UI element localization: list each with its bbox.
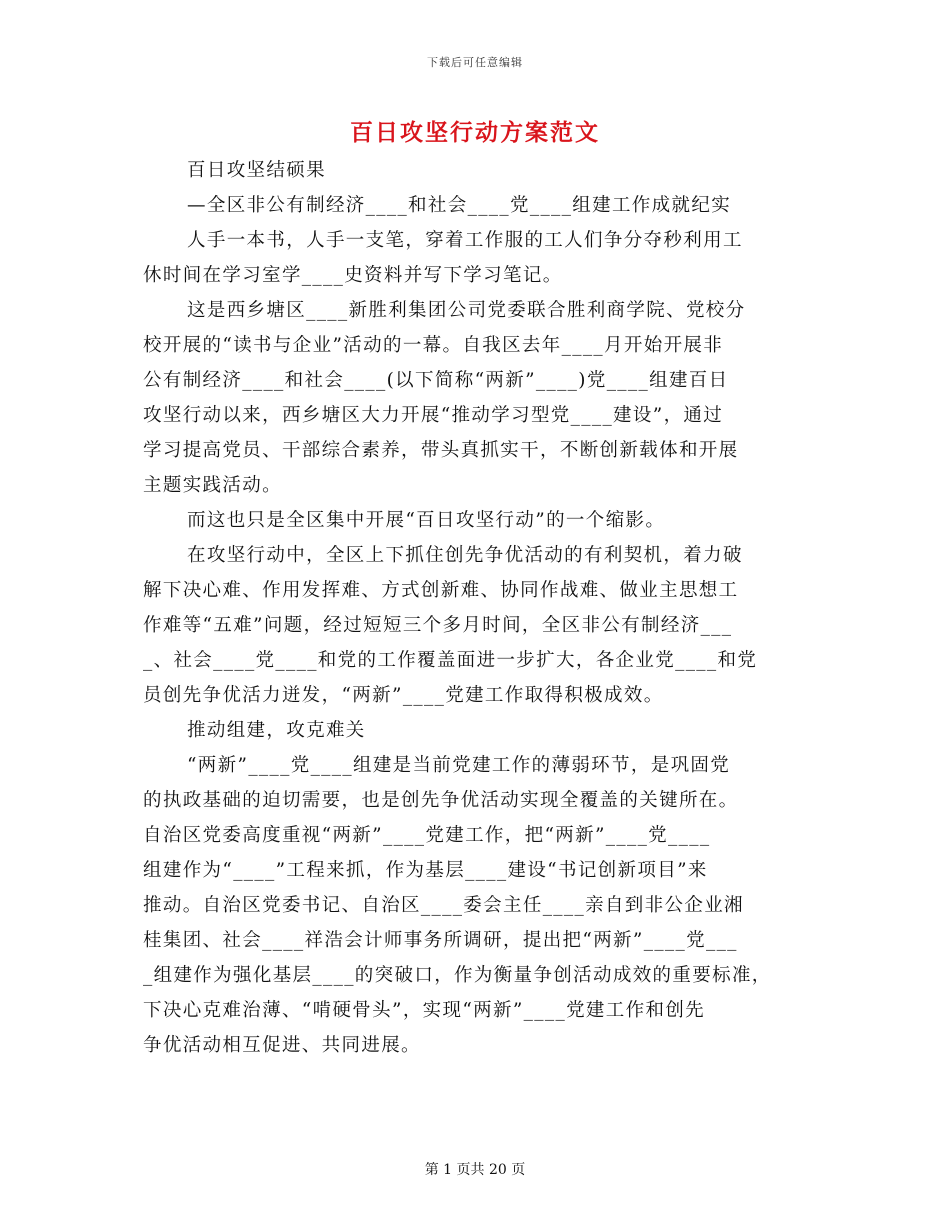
text-line: 校开展的“读书与企业”活动的一幕。自我区去年____月开始开展非 bbox=[143, 335, 724, 356]
page-footer: 第 1 页共 20 页 bbox=[424, 1162, 526, 1178]
text-line: 推动。自治区党委书记、自治区____委会主任____亲自到非公企业湘 bbox=[143, 895, 744, 916]
text-line: 自治区党委高度重视“两新”____党建工作，把“两新”____党____ bbox=[143, 825, 711, 846]
document-body bbox=[143, 153, 811, 1063]
text-line: 公有制经济____和社会____(以下简称“两新”____)党____组建百日 bbox=[143, 370, 729, 391]
text-line: 的执政基础的迫切需要，也是创先争优活动实现全覆盖的关键所在。 bbox=[143, 790, 739, 811]
text-line: 解下决心难、作用发挥难、方式创新难、协同作战难、做业主思想工 bbox=[143, 580, 739, 601]
text-line: 员创先争优活力迸发，“两新”____党建工作取得积极成效。 bbox=[143, 685, 664, 706]
text-line: 组建作为“____”工程来抓，作为基层____建设“书记创新项目”来 bbox=[143, 860, 708, 881]
text-line: 而这也只是全区集中开展“百日攻坚行动”的一个缩影。 bbox=[187, 510, 666, 531]
text-line: 人手一本书，人手一支笔，穿着工作服的工人们争分夺秒利用工 bbox=[187, 230, 743, 251]
text-line: 推动组建，攻克难关 bbox=[187, 720, 366, 741]
text-line: 百日攻坚结硕果 bbox=[187, 160, 326, 181]
text-line: 攻坚行动以来，西乡塘区大力开展“推动学习型党____建设”，通过 bbox=[143, 405, 724, 426]
text-line: 休时间在学习室学____史资料并写下学习笔记。 bbox=[143, 265, 563, 286]
text-line: 作难等“五难”问题，经过短短三个多月时间，全区非公有制经济___ bbox=[143, 615, 733, 636]
header-note: 下载后可任意编辑 bbox=[427, 56, 523, 69]
text-line: _组建作为强化基层____的突破口，作为衡量争创活动成效的重要标准， bbox=[143, 965, 772, 986]
text-line: 争优活动相互促进、共同进展。 bbox=[143, 1035, 421, 1056]
text-line: 学习提高党员、干部综合素养，带头真抓实干，不断创新载体和开展 bbox=[143, 440, 739, 461]
text-line: 主题实践活动。 bbox=[143, 475, 282, 496]
text-line: _、社会____党____和党的工作覆盖面进一步扩大，各企业党____和党 bbox=[143, 650, 758, 671]
text-line: 下决心克难治薄、“啃硬骨头”，实现“两新”____党建工作和创先 bbox=[143, 1000, 706, 1021]
text-line: “两新”____党____组建是当前党建工作的薄弱环节，是巩固党 bbox=[187, 755, 731, 776]
text-line: 这是西乡塘区____新胜利集团公司党委联合胜利商学院、党校分 bbox=[187, 300, 746, 321]
text-line: 在攻坚行动中，全区上下抓住创先争优活动的有利契机，着力破 bbox=[187, 545, 743, 566]
text-line: —全区非公有制经济____和社会____党____组建工作成就纪实 bbox=[187, 195, 732, 216]
text-line: 桂集团、社会____祥浩会计师事务所调研，提出把“两新”____党___ bbox=[143, 930, 738, 951]
document-title: 百日攻坚行动方案范文 bbox=[350, 119, 600, 146]
